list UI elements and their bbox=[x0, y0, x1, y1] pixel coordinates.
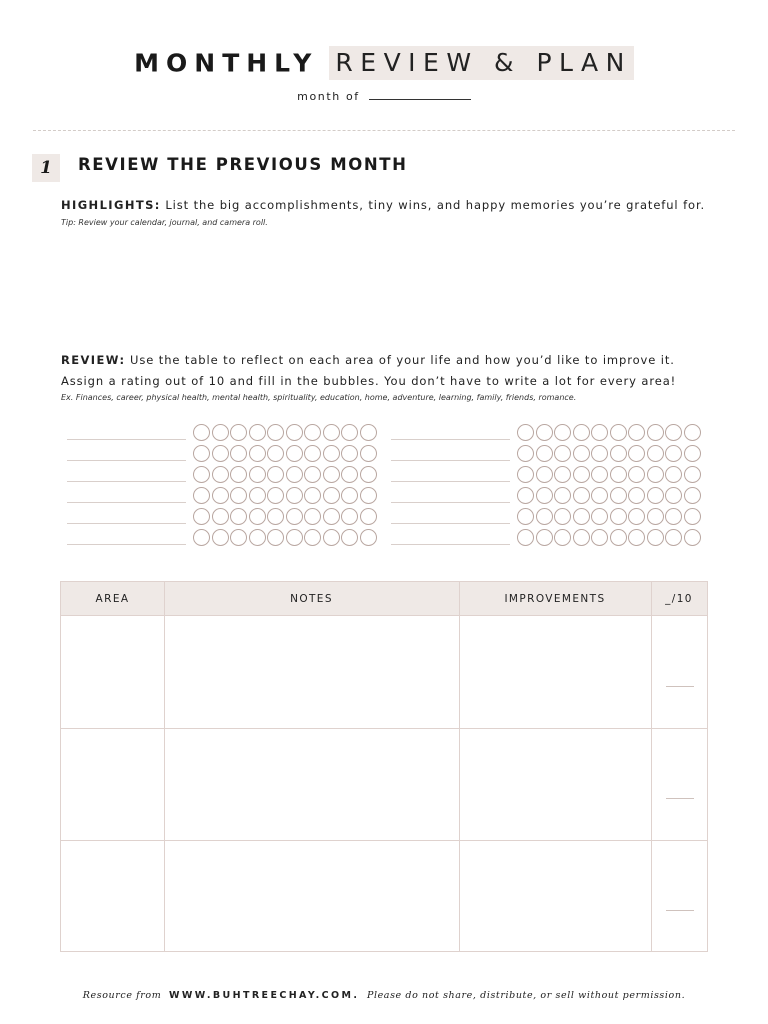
rating-row bbox=[60, 424, 380, 444]
rating-bubble[interactable] bbox=[684, 529, 701, 546]
rating-bubble[interactable] bbox=[304, 529, 321, 546]
rating-bubble[interactable] bbox=[554, 508, 571, 525]
rating-bubble[interactable] bbox=[341, 445, 358, 462]
rating-bubble[interactable] bbox=[647, 508, 664, 525]
rating-bubble[interactable] bbox=[517, 424, 534, 441]
rating-bubble[interactable] bbox=[536, 487, 553, 504]
rating-bubble[interactable] bbox=[573, 487, 590, 504]
footer bbox=[0, 990, 768, 1001]
rating-bubble[interactable] bbox=[360, 508, 377, 525]
rating-bubble[interactable] bbox=[665, 424, 682, 441]
rating-bubble[interactable] bbox=[267, 529, 284, 546]
rating-bubble[interactable] bbox=[267, 445, 284, 462]
rating-bubble[interactable] bbox=[665, 508, 682, 525]
review-examples: Ex. Finances, career, physical health, mental health, spirituality, education, home, adventure, learning, family, friends, romance. bbox=[61, 393, 577, 402]
rating-row bbox=[384, 508, 704, 528]
rating-row bbox=[384, 487, 704, 507]
rating-row bbox=[60, 445, 380, 465]
rating-bubble[interactable] bbox=[193, 508, 210, 525]
review-text: Use the table to reflect on each area of your life and how you’d like to improve it. bbox=[130, 353, 675, 367]
rating-bubble[interactable] bbox=[212, 529, 229, 546]
rating-bubble[interactable] bbox=[304, 508, 321, 525]
rating-bubble[interactable] bbox=[628, 466, 645, 483]
rating-bubble[interactable] bbox=[610, 529, 627, 546]
rating-bubble[interactable] bbox=[684, 445, 701, 462]
rating-bubble[interactable] bbox=[286, 424, 303, 441]
month-input-line[interactable] bbox=[369, 90, 471, 100]
rating-bubble[interactable] bbox=[267, 466, 284, 483]
rating-bubble[interactable] bbox=[610, 466, 627, 483]
rating-bubble[interactable] bbox=[591, 529, 608, 546]
col-divider bbox=[164, 582, 165, 951]
score-blank[interactable] bbox=[666, 910, 694, 911]
review-prompt-line2: Assign a rating out of 10 and fill in the bubbles. You don’t have to write a lot for every area! bbox=[61, 374, 677, 388]
rating-bubble[interactable] bbox=[647, 466, 664, 483]
rating-bubble[interactable] bbox=[193, 424, 210, 441]
rating-bubble[interactable] bbox=[517, 487, 534, 504]
rating-bubble[interactable] bbox=[230, 466, 247, 483]
highlights-prompt bbox=[61, 198, 705, 212]
rating-row bbox=[384, 424, 704, 444]
highlights-label: HIGHLIGHTS: bbox=[61, 198, 161, 212]
rating-bubble[interactable] bbox=[536, 466, 553, 483]
rating-bubble[interactable] bbox=[212, 424, 229, 441]
area-name-line[interactable] bbox=[391, 439, 510, 440]
rating-bubble[interactable] bbox=[249, 508, 266, 525]
rating-row bbox=[60, 487, 380, 507]
rating-bubble[interactable] bbox=[554, 424, 571, 441]
rating-bubble[interactable] bbox=[554, 466, 571, 483]
rating-bubble[interactable] bbox=[360, 466, 377, 483]
review-table bbox=[60, 581, 708, 952]
rating-bubble[interactable] bbox=[230, 445, 247, 462]
rating-bubble[interactable] bbox=[249, 466, 266, 483]
review-prompt-line1 bbox=[61, 353, 675, 367]
rating-bubble[interactable] bbox=[610, 487, 627, 504]
rating-row bbox=[384, 529, 704, 549]
footer-prefix: Resource from bbox=[82, 990, 162, 1001]
rating-bubble[interactable] bbox=[230, 529, 247, 546]
header-score: _/10 bbox=[665, 593, 693, 605]
rating-bubble[interactable] bbox=[360, 529, 377, 546]
rating-bubble[interactable] bbox=[684, 487, 701, 504]
rating-bubble[interactable] bbox=[360, 445, 377, 462]
rating-bubble[interactable] bbox=[665, 466, 682, 483]
month-label: month of bbox=[297, 90, 360, 103]
rating-bubble[interactable] bbox=[628, 445, 645, 462]
rating-bubble[interactable] bbox=[647, 529, 664, 546]
rating-bubble[interactable] bbox=[304, 487, 321, 504]
section-title: REVIEW THE PREVIOUS MONTH bbox=[78, 155, 408, 174]
table-header bbox=[61, 582, 707, 616]
rating-bubble[interactable] bbox=[286, 466, 303, 483]
rating-bubble[interactable] bbox=[323, 529, 340, 546]
rating-bubble[interactable] bbox=[212, 487, 229, 504]
rating-row bbox=[384, 445, 704, 465]
title-highlight: REVIEW & PLAN bbox=[329, 46, 633, 80]
rating-bubble[interactable] bbox=[684, 424, 701, 441]
rating-bubble[interactable] bbox=[591, 424, 608, 441]
rating-bubble[interactable] bbox=[536, 445, 553, 462]
rating-bubble[interactable] bbox=[536, 508, 553, 525]
area-name-line[interactable] bbox=[391, 523, 510, 524]
rating-row bbox=[60, 529, 380, 549]
rating-bubble[interactable] bbox=[573, 508, 590, 525]
rating-bubble[interactable] bbox=[647, 487, 664, 504]
rating-bubble[interactable] bbox=[323, 508, 340, 525]
highlights-writing-area[interactable] bbox=[60, 236, 708, 344]
rating-bubble[interactable] bbox=[249, 529, 266, 546]
rating-bubble[interactable] bbox=[193, 529, 210, 546]
rating-bubble[interactable] bbox=[665, 487, 682, 504]
area-name-line[interactable] bbox=[391, 502, 510, 503]
rating-bubble[interactable] bbox=[573, 466, 590, 483]
rating-bubble[interactable] bbox=[249, 445, 266, 462]
footer-notice: Please do not share, distribute, or sell without permission. bbox=[366, 990, 686, 1001]
rating-bubble[interactable] bbox=[517, 529, 534, 546]
highlights-text: List the big accomplishments, tiny wins, and happy memories you’re grateful for. bbox=[165, 198, 706, 212]
rating-bubble[interactable] bbox=[591, 508, 608, 525]
rating-bubble[interactable] bbox=[341, 508, 358, 525]
col-divider bbox=[459, 582, 460, 951]
rating-bubble[interactable] bbox=[554, 487, 571, 504]
rating-bubble[interactable] bbox=[628, 529, 645, 546]
rating-bubble[interactable] bbox=[647, 424, 664, 441]
rating-bubble[interactable] bbox=[193, 487, 210, 504]
area-name-line[interactable] bbox=[67, 460, 186, 461]
rating-bubble[interactable] bbox=[230, 487, 247, 504]
rating-bubble[interactable] bbox=[304, 424, 321, 441]
section-divider bbox=[33, 130, 735, 131]
rating-bubble[interactable] bbox=[517, 466, 534, 483]
rating-bubble[interactable] bbox=[665, 529, 682, 546]
area-name-line[interactable] bbox=[391, 544, 510, 545]
header-area: AREA bbox=[95, 593, 130, 605]
review-label: REVIEW: bbox=[61, 353, 126, 367]
rating-bubble[interactable] bbox=[323, 466, 340, 483]
header-improvements: IMPROVEMENTS bbox=[504, 593, 606, 605]
rating-bubble[interactable] bbox=[212, 445, 229, 462]
rating-bubble[interactable] bbox=[304, 466, 321, 483]
rating-bubble[interactable] bbox=[573, 445, 590, 462]
rating-bubble[interactable] bbox=[360, 487, 377, 504]
area-name-line[interactable] bbox=[67, 439, 186, 440]
page-title bbox=[0, 46, 768, 80]
rating-bubble[interactable] bbox=[610, 508, 627, 525]
row-divider bbox=[61, 728, 707, 729]
rating-bubble[interactable] bbox=[360, 424, 377, 441]
rating-bubble[interactable] bbox=[267, 424, 284, 441]
rating-bubble[interactable] bbox=[536, 529, 553, 546]
rating-bubble[interactable] bbox=[591, 466, 608, 483]
row-divider bbox=[61, 840, 707, 841]
rating-bubble[interactable] bbox=[249, 487, 266, 504]
rating-bubble[interactable] bbox=[286, 487, 303, 504]
rating-bubble[interactable] bbox=[323, 445, 340, 462]
rating-bubble[interactable] bbox=[230, 508, 247, 525]
rating-bubble[interactable] bbox=[286, 529, 303, 546]
rating-row bbox=[60, 508, 380, 528]
rating-bubble[interactable] bbox=[286, 508, 303, 525]
rating-bubble[interactable] bbox=[554, 529, 571, 546]
rating-bubble[interactable] bbox=[341, 466, 358, 483]
rating-bubble[interactable] bbox=[341, 424, 358, 441]
header-notes: NOTES bbox=[290, 593, 333, 605]
rating-row bbox=[60, 466, 380, 486]
rating-bubble[interactable] bbox=[536, 424, 553, 441]
rating-bubble[interactable] bbox=[517, 508, 534, 525]
area-name-line[interactable] bbox=[67, 502, 186, 503]
score-blank[interactable] bbox=[666, 798, 694, 799]
area-name-line[interactable] bbox=[67, 481, 186, 482]
col-divider bbox=[651, 582, 652, 951]
rating-bubble[interactable] bbox=[628, 487, 645, 504]
rating-bubble[interactable] bbox=[610, 445, 627, 462]
highlights-tip: Tip: Review your calendar, journal, and camera roll. bbox=[61, 218, 268, 227]
rating-bubble[interactable] bbox=[647, 445, 664, 462]
rating-bubble[interactable] bbox=[323, 487, 340, 504]
rating-bubble[interactable] bbox=[591, 487, 608, 504]
rating-bubble[interactable] bbox=[230, 424, 247, 441]
rating-bubble[interactable] bbox=[591, 445, 608, 462]
rating-bubble[interactable] bbox=[341, 529, 358, 546]
rating-bubble[interactable] bbox=[212, 466, 229, 483]
rating-bubble[interactable] bbox=[610, 424, 627, 441]
rating-bubble[interactable] bbox=[573, 424, 590, 441]
rating-bubble[interactable] bbox=[193, 466, 210, 483]
rating-bubble[interactable] bbox=[554, 445, 571, 462]
rating-bubble[interactable] bbox=[684, 466, 701, 483]
area-name-line[interactable] bbox=[67, 523, 186, 524]
rating-bubble[interactable] bbox=[304, 445, 321, 462]
rating-bubble[interactable] bbox=[628, 508, 645, 525]
rating-bubble[interactable] bbox=[665, 445, 682, 462]
area-name-line[interactable] bbox=[391, 481, 510, 482]
rating-bubble[interactable] bbox=[341, 487, 358, 504]
footer-site-link[interactable]: WWW.BUHTREECHAY.COM. bbox=[168, 990, 360, 1001]
rating-bubble[interactable] bbox=[212, 508, 229, 525]
title-bold: MONTHLY bbox=[134, 48, 319, 78]
rating-bubble[interactable] bbox=[267, 508, 284, 525]
rating-bubble[interactable] bbox=[249, 424, 266, 441]
score-blank[interactable] bbox=[666, 686, 694, 687]
rating-bubble[interactable] bbox=[573, 529, 590, 546]
rating-bubble[interactable] bbox=[684, 508, 701, 525]
rating-bubble[interactable] bbox=[267, 487, 284, 504]
rating-bubble[interactable] bbox=[193, 445, 210, 462]
area-name-line[interactable] bbox=[391, 460, 510, 461]
rating-bubble[interactable] bbox=[628, 424, 645, 441]
area-name-line[interactable] bbox=[67, 544, 186, 545]
rating-bubble[interactable] bbox=[286, 445, 303, 462]
month-field bbox=[0, 90, 768, 103]
rating-row bbox=[384, 466, 704, 486]
rating-bubble[interactable] bbox=[517, 445, 534, 462]
section-number: 1 bbox=[32, 154, 60, 182]
rating-bubble[interactable] bbox=[323, 424, 340, 441]
